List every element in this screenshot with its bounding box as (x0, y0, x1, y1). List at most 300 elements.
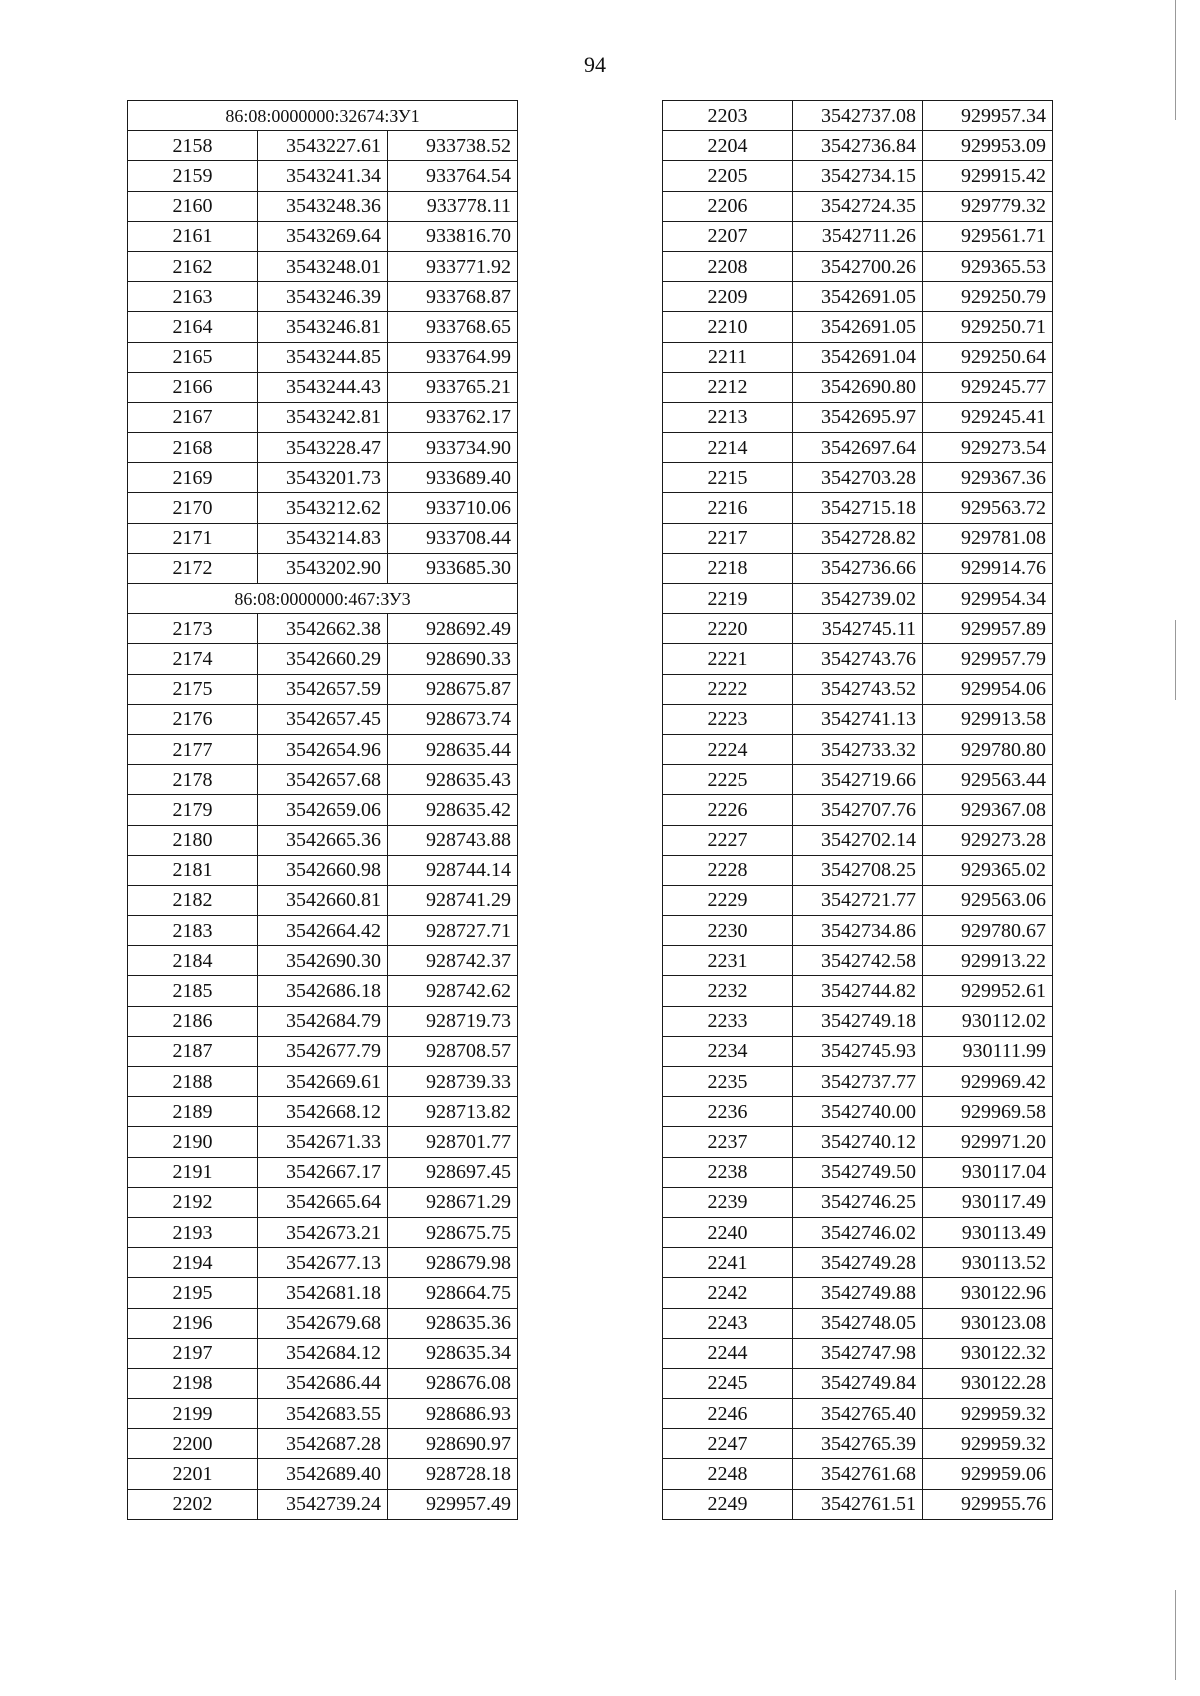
y-coordinate: 933816.70 (388, 221, 518, 251)
x-coordinate: 3543248.01 (258, 251, 388, 281)
table-row (128, 1127, 518, 1157)
x-coordinate: 3542749.88 (793, 1278, 923, 1308)
y-coordinate: 930122.96 (923, 1278, 1053, 1308)
y-coordinate: 928671.29 (388, 1187, 518, 1217)
point-number: 2227 (663, 825, 793, 855)
point-number: 2210 (663, 312, 793, 342)
y-coordinate: 929953.09 (923, 131, 1053, 161)
scan-edge-line (1175, 620, 1176, 700)
x-coordinate: 3542654.96 (258, 734, 388, 764)
point-number: 2165 (128, 342, 258, 372)
x-coordinate: 3542690.80 (793, 372, 923, 402)
y-coordinate: 933762.17 (388, 402, 518, 432)
y-coordinate: 929780.67 (923, 916, 1053, 946)
y-coordinate: 928675.75 (388, 1217, 518, 1247)
x-coordinate: 3542657.59 (258, 674, 388, 704)
x-coordinate: 3542660.29 (258, 644, 388, 674)
table-row (128, 1338, 518, 1368)
x-coordinate: 3542761.68 (793, 1459, 923, 1489)
table-row (663, 463, 1053, 493)
point-number: 2200 (128, 1429, 258, 1459)
table-row (663, 312, 1053, 342)
x-coordinate: 3542743.76 (793, 644, 923, 674)
point-number: 2226 (663, 795, 793, 825)
y-coordinate: 929955.76 (923, 1489, 1053, 1519)
point-number: 2207 (663, 221, 793, 251)
y-coordinate: 928690.33 (388, 644, 518, 674)
x-coordinate: 3542746.02 (793, 1217, 923, 1247)
y-coordinate: 929245.41 (923, 402, 1053, 432)
y-coordinate: 929781.08 (923, 523, 1053, 553)
point-number: 2183 (128, 916, 258, 946)
table-row (128, 523, 518, 553)
table-row (663, 1368, 1053, 1398)
x-coordinate: 3542659.06 (258, 795, 388, 825)
group-header-row (128, 584, 518, 614)
y-coordinate: 928664.75 (388, 1278, 518, 1308)
point-number: 2228 (663, 855, 793, 885)
point-number: 2185 (128, 976, 258, 1006)
point-number: 2188 (128, 1067, 258, 1097)
point-number: 2179 (128, 795, 258, 825)
y-coordinate: 928635.34 (388, 1338, 518, 1368)
x-coordinate: 3542728.82 (793, 523, 923, 553)
point-number: 2169 (128, 463, 258, 493)
point-number: 2166 (128, 372, 258, 402)
x-coordinate: 3542662.38 (258, 614, 388, 644)
point-number: 2168 (128, 433, 258, 463)
y-coordinate: 928744.14 (388, 855, 518, 885)
y-coordinate: 929245.77 (923, 372, 1053, 402)
y-coordinate: 929914.76 (923, 553, 1053, 583)
x-coordinate: 3542761.51 (793, 1489, 923, 1519)
y-coordinate: 933708.44 (388, 523, 518, 553)
y-coordinate: 928742.62 (388, 976, 518, 1006)
table-row (128, 855, 518, 885)
y-coordinate: 928708.57 (388, 1036, 518, 1066)
y-coordinate: 928635.42 (388, 795, 518, 825)
point-number: 2230 (663, 916, 793, 946)
y-coordinate: 928743.88 (388, 825, 518, 855)
table-row (128, 553, 518, 583)
x-coordinate: 3542765.39 (793, 1429, 923, 1459)
table-row (128, 372, 518, 402)
y-coordinate: 929365.53 (923, 251, 1053, 281)
x-coordinate: 3542677.79 (258, 1036, 388, 1066)
x-coordinate: 3542734.15 (793, 161, 923, 191)
y-coordinate: 933764.99 (388, 342, 518, 372)
table-row (663, 493, 1053, 523)
point-number: 2235 (663, 1067, 793, 1097)
y-coordinate: 929367.08 (923, 795, 1053, 825)
table-row (663, 1127, 1053, 1157)
point-number: 2220 (663, 614, 793, 644)
point-number: 2223 (663, 704, 793, 734)
table-row (128, 976, 518, 1006)
table-row (663, 734, 1053, 764)
point-number: 2234 (663, 1036, 793, 1066)
table-row (128, 1399, 518, 1429)
x-coordinate: 3542711.26 (793, 221, 923, 251)
table-row (663, 674, 1053, 704)
table-row (128, 916, 518, 946)
y-coordinate: 929959.06 (923, 1459, 1053, 1489)
point-number: 2231 (663, 946, 793, 976)
x-coordinate: 3542691.05 (793, 282, 923, 312)
table-row (663, 402, 1053, 432)
table-row (663, 1248, 1053, 1278)
x-coordinate: 3542686.44 (258, 1368, 388, 1398)
y-coordinate: 933764.54 (388, 161, 518, 191)
point-number: 2177 (128, 734, 258, 764)
table-row (128, 1278, 518, 1308)
table-row (128, 1459, 518, 1489)
y-coordinate: 929367.36 (923, 463, 1053, 493)
table-row (663, 433, 1053, 463)
x-coordinate: 3542719.66 (793, 765, 923, 795)
y-coordinate: 929250.79 (923, 282, 1053, 312)
table-row (128, 1217, 518, 1247)
x-coordinate: 3542745.93 (793, 1036, 923, 1066)
point-number: 2184 (128, 946, 258, 976)
table-row (128, 765, 518, 795)
point-number: 2176 (128, 704, 258, 734)
x-coordinate: 3543242.81 (258, 402, 388, 432)
point-number: 2224 (663, 734, 793, 764)
point-number: 2199 (128, 1399, 258, 1429)
point-number: 2178 (128, 765, 258, 795)
table-row (663, 1217, 1053, 1247)
y-coordinate: 930113.52 (923, 1248, 1053, 1278)
y-coordinate: 929913.58 (923, 704, 1053, 734)
y-coordinate: 933771.92 (388, 251, 518, 281)
point-number: 2218 (663, 553, 793, 583)
table-row (128, 734, 518, 764)
x-coordinate: 3542690.30 (258, 946, 388, 976)
y-coordinate: 929971.20 (923, 1127, 1053, 1157)
y-coordinate: 929952.61 (923, 976, 1053, 1006)
table-row (663, 825, 1053, 855)
point-number: 2187 (128, 1036, 258, 1066)
point-number: 2167 (128, 402, 258, 432)
table-row (128, 795, 518, 825)
table-row (663, 131, 1053, 161)
y-coordinate: 930113.49 (923, 1217, 1053, 1247)
x-coordinate: 3543269.64 (258, 221, 388, 251)
point-number: 2213 (663, 402, 793, 432)
y-coordinate: 933689.40 (388, 463, 518, 493)
page-number: 94 (584, 52, 606, 77)
table-row (663, 614, 1053, 644)
x-coordinate: 3542665.64 (258, 1187, 388, 1217)
y-coordinate: 929969.58 (923, 1097, 1053, 1127)
point-number: 2215 (663, 463, 793, 493)
x-coordinate: 3542721.77 (793, 885, 923, 915)
x-coordinate: 3542689.40 (258, 1459, 388, 1489)
table-row (128, 463, 518, 493)
y-coordinate: 928742.37 (388, 946, 518, 976)
point-number: 2189 (128, 1097, 258, 1127)
point-number: 2248 (663, 1459, 793, 1489)
coordinates-table-right (662, 100, 1053, 1520)
point-number: 2203 (663, 101, 793, 131)
table-row (128, 1006, 518, 1036)
table-row (663, 916, 1053, 946)
table-row (663, 1097, 1053, 1127)
y-coordinate: 928675.87 (388, 674, 518, 704)
y-coordinate: 930123.08 (923, 1308, 1053, 1338)
point-number: 2201 (128, 1459, 258, 1489)
point-number: 2158 (128, 131, 258, 161)
x-coordinate: 3543241.34 (258, 161, 388, 191)
y-coordinate: 930117.49 (923, 1187, 1053, 1217)
x-coordinate: 3542671.33 (258, 1127, 388, 1157)
table-row (128, 1248, 518, 1278)
table-row (128, 1097, 518, 1127)
y-coordinate: 928686.93 (388, 1399, 518, 1429)
x-coordinate: 3542736.66 (793, 553, 923, 583)
point-number: 2175 (128, 674, 258, 704)
point-number: 2219 (663, 584, 793, 614)
table-row (663, 342, 1053, 372)
y-coordinate: 929957.49 (388, 1489, 518, 1519)
point-number: 2232 (663, 976, 793, 1006)
table-row (663, 1006, 1053, 1036)
x-coordinate: 3543244.85 (258, 342, 388, 372)
table-row (663, 1459, 1053, 1489)
y-coordinate: 928727.71 (388, 916, 518, 946)
point-number: 2240 (663, 1217, 793, 1247)
table-row (663, 1278, 1053, 1308)
x-coordinate: 3542740.12 (793, 1127, 923, 1157)
table-row (128, 1368, 518, 1398)
table-row (128, 674, 518, 704)
table-row (663, 855, 1053, 885)
point-number: 2204 (663, 131, 793, 161)
x-coordinate: 3542703.28 (793, 463, 923, 493)
table-row (128, 946, 518, 976)
table-row (663, 976, 1053, 1006)
x-coordinate: 3542660.98 (258, 855, 388, 885)
x-coordinate: 3543228.47 (258, 433, 388, 463)
point-number: 2233 (663, 1006, 793, 1036)
x-coordinate: 3542695.97 (793, 402, 923, 432)
x-coordinate: 3542657.45 (258, 704, 388, 734)
y-coordinate: 933765.21 (388, 372, 518, 402)
table-row (663, 161, 1053, 191)
point-number: 2211 (663, 342, 793, 372)
y-coordinate: 928697.45 (388, 1157, 518, 1187)
point-number: 2191 (128, 1157, 258, 1187)
table-row (128, 342, 518, 372)
point-number: 2190 (128, 1127, 258, 1157)
table-row (128, 312, 518, 342)
point-number: 2205 (663, 161, 793, 191)
point-number: 2182 (128, 885, 258, 915)
x-coordinate: 3542681.18 (258, 1278, 388, 1308)
x-coordinate: 3542765.40 (793, 1399, 923, 1429)
table-row (663, 221, 1053, 251)
x-coordinate: 3542684.79 (258, 1006, 388, 1036)
point-number: 2242 (663, 1278, 793, 1308)
table-row (663, 946, 1053, 976)
y-coordinate: 930111.99 (923, 1036, 1053, 1066)
x-coordinate: 3542667.17 (258, 1157, 388, 1187)
x-coordinate: 3542745.11 (793, 614, 923, 644)
table-row (663, 1429, 1053, 1459)
y-coordinate: 929563.44 (923, 765, 1053, 795)
table-row (663, 584, 1053, 614)
x-coordinate: 3542737.77 (793, 1067, 923, 1097)
x-coordinate: 3542668.12 (258, 1097, 388, 1127)
y-coordinate: 929959.32 (923, 1399, 1053, 1429)
table-row (663, 1399, 1053, 1429)
table-row (663, 1036, 1053, 1066)
table-row (663, 251, 1053, 281)
y-coordinate: 928635.43 (388, 765, 518, 795)
y-coordinate: 928701.77 (388, 1127, 518, 1157)
x-coordinate: 3543201.73 (258, 463, 388, 493)
point-number: 2221 (663, 644, 793, 674)
y-coordinate: 929954.34 (923, 584, 1053, 614)
point-number: 2222 (663, 674, 793, 704)
x-coordinate: 3542749.18 (793, 1006, 923, 1036)
y-coordinate: 930122.32 (923, 1338, 1053, 1368)
table-row (128, 161, 518, 191)
y-coordinate: 929365.02 (923, 855, 1053, 885)
point-number: 2216 (663, 493, 793, 523)
x-coordinate: 3542747.98 (793, 1338, 923, 1368)
y-coordinate: 930112.02 (923, 1006, 1053, 1036)
y-coordinate: 930117.04 (923, 1157, 1053, 1187)
x-coordinate: 3542749.50 (793, 1157, 923, 1187)
y-coordinate: 929779.32 (923, 191, 1053, 221)
table-row (128, 704, 518, 734)
table-row (663, 704, 1053, 734)
x-coordinate: 3542708.25 (793, 855, 923, 885)
coordinates-table-left (127, 100, 518, 1520)
y-coordinate: 928719.73 (388, 1006, 518, 1036)
point-number: 2225 (663, 765, 793, 795)
x-coordinate: 3543227.61 (258, 131, 388, 161)
point-number: 2163 (128, 282, 258, 312)
table-row (663, 523, 1053, 553)
table-row (663, 1067, 1053, 1097)
point-number: 2174 (128, 644, 258, 674)
table-row (128, 433, 518, 463)
table-row (128, 644, 518, 674)
x-coordinate: 3542749.84 (793, 1368, 923, 1398)
x-coordinate: 3542739.02 (793, 584, 923, 614)
y-coordinate: 929250.64 (923, 342, 1053, 372)
point-number: 2171 (128, 523, 258, 553)
y-coordinate: 933768.65 (388, 312, 518, 342)
table-row (663, 885, 1053, 915)
table-row (128, 493, 518, 523)
y-coordinate: 929915.42 (923, 161, 1053, 191)
x-coordinate: 3542687.28 (258, 1429, 388, 1459)
point-number: 2247 (663, 1429, 793, 1459)
y-coordinate: 928679.98 (388, 1248, 518, 1278)
x-coordinate: 3542679.68 (258, 1308, 388, 1338)
point-number: 2244 (663, 1338, 793, 1368)
x-coordinate: 3542746.25 (793, 1187, 923, 1217)
table-row (663, 795, 1053, 825)
x-coordinate: 3542683.55 (258, 1399, 388, 1429)
x-coordinate: 3542744.82 (793, 976, 923, 1006)
y-coordinate: 929957.79 (923, 644, 1053, 674)
x-coordinate: 3542664.42 (258, 916, 388, 946)
y-coordinate: 933768.87 (388, 282, 518, 312)
point-number: 2214 (663, 433, 793, 463)
x-coordinate: 3542700.26 (793, 251, 923, 281)
table-row (128, 1489, 518, 1519)
point-number: 2186 (128, 1006, 258, 1036)
group-header-row (128, 101, 518, 131)
y-coordinate: 928741.29 (388, 885, 518, 915)
y-coordinate: 933778.11 (388, 191, 518, 221)
y-coordinate: 928673.74 (388, 704, 518, 734)
point-number: 2192 (128, 1187, 258, 1217)
point-number: 2241 (663, 1248, 793, 1278)
point-number: 2236 (663, 1097, 793, 1127)
x-coordinate: 3543214.83 (258, 523, 388, 553)
table-row (663, 1338, 1053, 1368)
cadastral-number-header: 86:08:0000000:32674:ЗУ1 (128, 101, 518, 131)
y-coordinate: 929563.06 (923, 885, 1053, 915)
table-row (128, 1036, 518, 1066)
y-coordinate: 933738.52 (388, 131, 518, 161)
x-coordinate: 3542740.00 (793, 1097, 923, 1127)
table-row (663, 765, 1053, 795)
point-number: 2208 (663, 251, 793, 281)
y-coordinate: 930122.28 (923, 1368, 1053, 1398)
y-coordinate: 928690.97 (388, 1429, 518, 1459)
x-coordinate: 3542702.14 (793, 825, 923, 855)
point-number: 2164 (128, 312, 258, 342)
x-coordinate: 3542657.68 (258, 765, 388, 795)
point-number: 2245 (663, 1368, 793, 1398)
x-coordinate: 3542739.24 (258, 1489, 388, 1519)
x-coordinate: 3542736.84 (793, 131, 923, 161)
table-row (128, 221, 518, 251)
point-number: 2212 (663, 372, 793, 402)
table-row (128, 251, 518, 281)
table-row (663, 282, 1053, 312)
x-coordinate: 3542741.13 (793, 704, 923, 734)
cadastral-number-header: 86:08:0000000:467:ЗУ3 (128, 584, 518, 614)
x-coordinate: 3543246.39 (258, 282, 388, 312)
table-row (128, 282, 518, 312)
table-row (663, 1187, 1053, 1217)
point-number: 2209 (663, 282, 793, 312)
table-row (128, 1157, 518, 1187)
x-coordinate: 3542743.52 (793, 674, 923, 704)
table-row (128, 614, 518, 644)
scan-edge-line (1175, 1590, 1176, 1680)
y-coordinate: 929561.71 (923, 221, 1053, 251)
x-coordinate: 3542742.58 (793, 946, 923, 976)
x-coordinate: 3543202.90 (258, 553, 388, 583)
table-row (128, 1067, 518, 1097)
table-row (663, 553, 1053, 583)
y-coordinate: 933685.30 (388, 553, 518, 583)
x-coordinate: 3542691.04 (793, 342, 923, 372)
table-row (663, 644, 1053, 674)
point-number: 2160 (128, 191, 258, 221)
table-row (128, 825, 518, 855)
table-row (663, 1157, 1053, 1187)
